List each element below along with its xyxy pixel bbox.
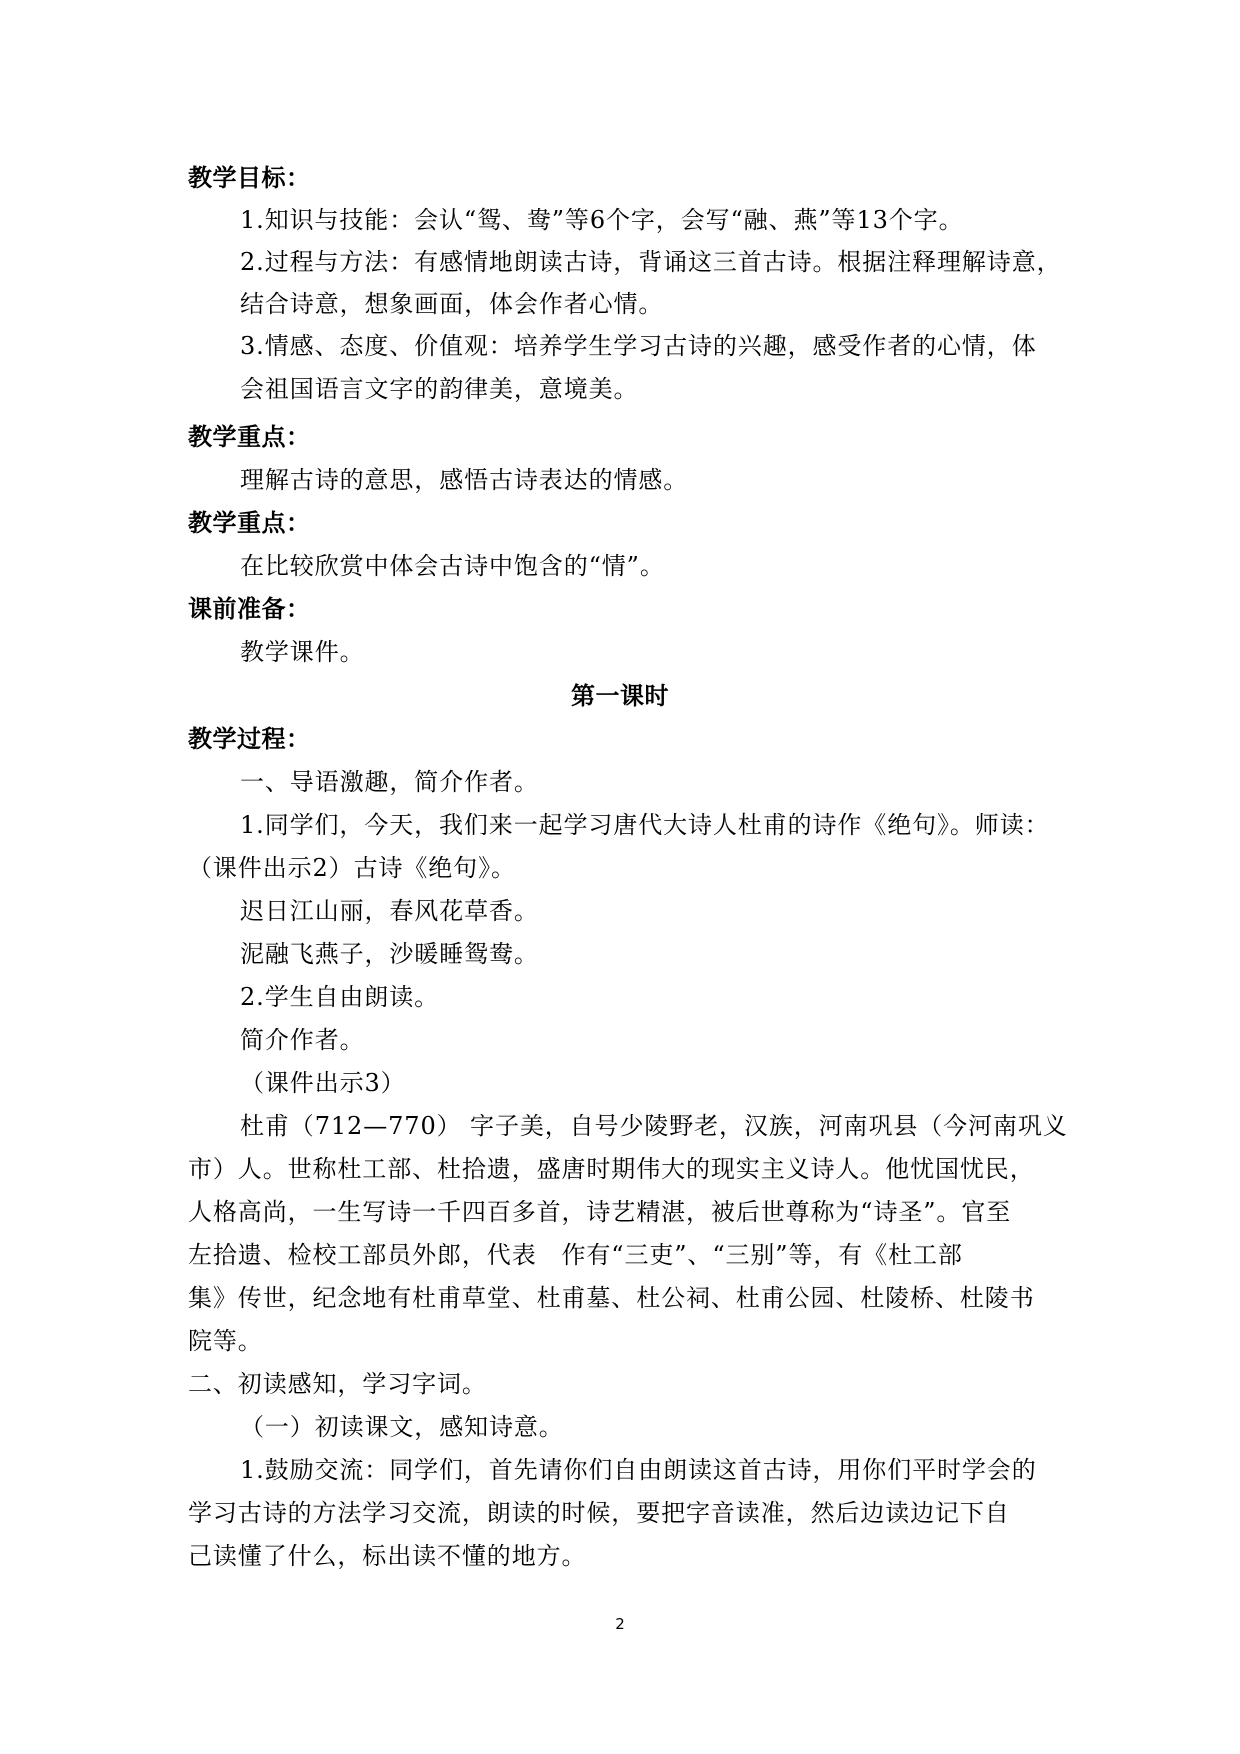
process-paragraph-2: 2.学生自由朗读。: [240, 983, 439, 1011]
process-paragraph-1-line-1: 1.同学们，今天，我们来一起学习唐代大诗人杜甫的诗作《绝句》。师读：: [240, 811, 1050, 839]
author-intro: 简介作者。: [240, 1026, 365, 1054]
process-heading: 教学过程：: [188, 725, 311, 753]
preparation-text: 教学课件。: [240, 638, 365, 666]
poem-line-2: 泥融飞燕子，沙暖睡鸳鸯。: [240, 940, 539, 968]
preparation-heading: 课前准备：: [188, 595, 311, 623]
objective-item-1: 1.知识与技能：会认“鸳、鸯”等6个字，会写“融、燕”等13个字。: [240, 206, 964, 234]
slide-note-3: （课件出示3）: [240, 1069, 406, 1097]
encourage-line-3: 己读懂了什么，标出读不懂的地方。: [188, 1542, 587, 1570]
objective-item-3-line-2: 会祖国语言文字的韵律美，意境美。: [240, 375, 639, 403]
objectives-heading: 教学目标：: [188, 164, 311, 192]
biography-line-6: 院等。: [188, 1327, 263, 1355]
objective-item-2-line-2: 结合诗意，想象画面，体会作者心情。: [240, 290, 664, 318]
encourage-line-2: 学习古诗的方法学习交流，朗读的时候，要把字音读准，然后边读边记下自: [188, 1499, 1010, 1527]
process-subsection-1: （一）初读课文，感知诗意。: [240, 1413, 564, 1441]
page-number: 2: [615, 1615, 625, 1633]
encourage-line-1: 1.鼓励交流：同学们，首先请你们自由朗读这首古诗，用你们平时学会的: [240, 1456, 1037, 1484]
biography-line-3: 人格高尚，一生写诗一千四百多首，诗艺精湛，被后世尊称为“诗圣”。官至: [188, 1198, 1012, 1226]
biography-line-2: 市）人。世称杜工部、杜拾遗，盛唐时期伟大的现实主义诗人。他忧国忧民，: [188, 1155, 1035, 1183]
key-points-text: 理解古诗的意思，感悟古诗表达的情感。: [240, 466, 689, 494]
biography-line-5: 集》传世，纪念地有杜甫草堂、杜甫墓、杜公祠、杜甫公园、杜陵桥、杜陵书: [188, 1284, 1035, 1312]
key-points-heading: 教学重点：: [188, 423, 311, 451]
objective-item-3-line-1: 3.情感、态度、价值观：培养学生学习古诗的兴趣，感受作者的心情，体: [240, 332, 1037, 360]
difficulties-heading: 教学重点：: [188, 509, 311, 537]
biography-line-1: 杜甫（712—770） 字子美，自号少陵野老，汉族，河南巩县（今河南巩义: [240, 1112, 1068, 1140]
lesson-title: 第一课时: [571, 682, 669, 710]
process-paragraph-1-line-2: （课件出示2）古诗《绝句》。: [188, 854, 516, 882]
biography-line-4: 左拾遗、检校工部员外郎，代表 作有“三吏”、“三别”等，有《杜工部: [188, 1241, 963, 1269]
difficulties-text: 在比较欣赏中体会古诗中饱含的“情”。: [240, 552, 665, 580]
poem-line-1: 迟日江山丽，春风花草香。: [240, 897, 539, 925]
process-part-1: 一、导语激趣，简介作者。: [240, 768, 539, 796]
objective-item-2-line-1: 2.过程与方法：有感情地朗读古诗，背诵这三首古诗。根据注释理解诗意，: [240, 248, 1062, 276]
process-part-2: 二、初读感知，学习字词。: [188, 1370, 487, 1398]
